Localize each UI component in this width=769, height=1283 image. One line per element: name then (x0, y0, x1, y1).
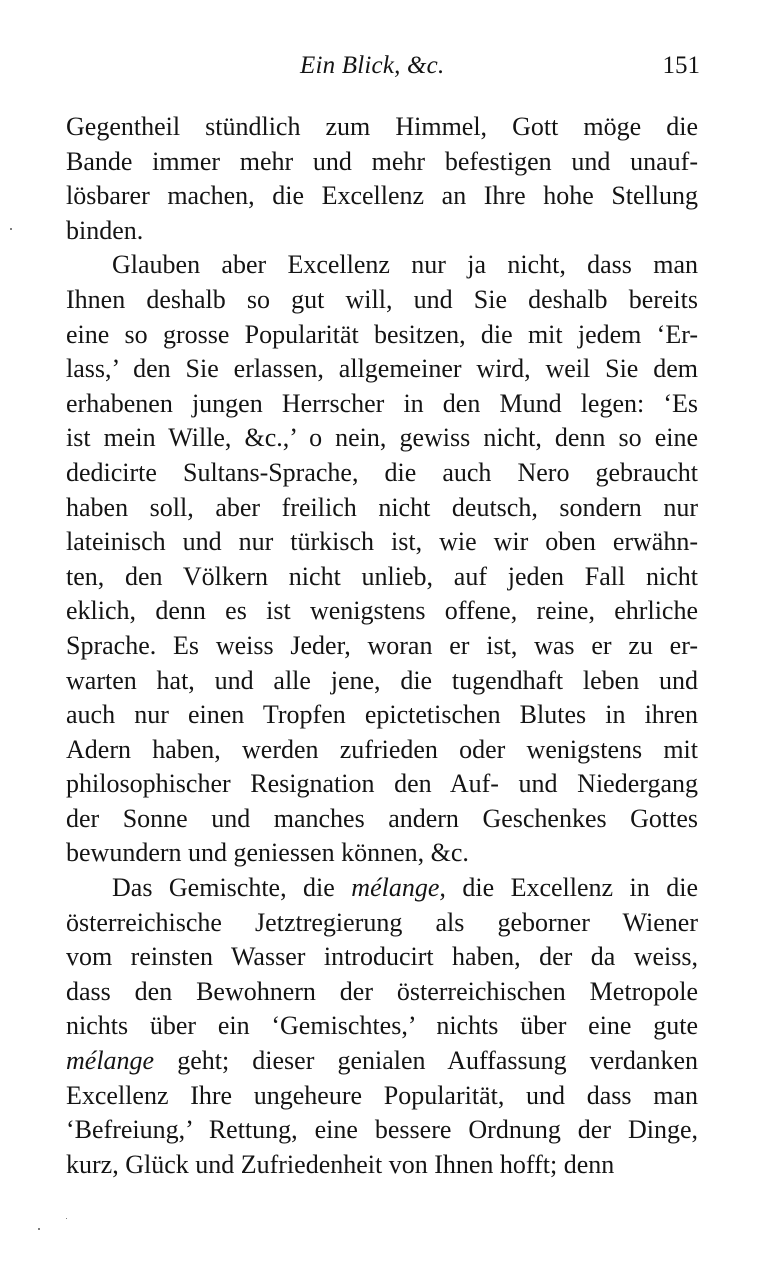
body-text (66, 110, 698, 1182)
text-run: kurz, Glück und Zufriedenheit von Ihnen hofft; denn (66, 1149, 615, 1179)
text-run: warten hat, und alle jene, die tugendhaft leben und (66, 665, 698, 695)
text-run: Glauben aber Excellenz nur ja nicht, dass man (112, 250, 698, 280)
text-run: Sprache. Es weiss Jeder, woran er ist, was er zu er- (66, 630, 698, 660)
text-run: eine so grosse Popularität besitzen, die mit jedem ‘Er- (66, 319, 698, 349)
text-run: dedicirte Sultans-Sprache, die auch Nero gebraucht (66, 457, 698, 487)
text-run: ist mein Wille, &c.,’ o nein, gewiss nicht, denn so eine (66, 423, 698, 453)
text-run: ‘Befreiung,’ Rettung, eine bessere Ordnung der Dinge, (66, 1115, 698, 1145)
italic-run: mélange, (351, 873, 446, 903)
paragraph (66, 871, 698, 1182)
text-line (66, 594, 698, 629)
text-line (66, 1113, 698, 1148)
scan-speck (66, 1218, 67, 1219)
text-line (66, 491, 698, 526)
text-run: auch nur einen Tropfen epictetischen Blutes in ihren (66, 700, 698, 730)
paragraph (66, 110, 698, 248)
text-run: Excellenz Ihre ungeheure Popularität, und dass man (66, 1080, 698, 1110)
paragraph (66, 248, 698, 871)
text-run: lass,’ den Sie erlassen, allgemeiner wird, weil Sie dem (66, 354, 698, 384)
text-line (66, 733, 698, 768)
text-line (66, 767, 698, 802)
text-line (66, 836, 698, 871)
text-run: Gegentheil stündlich zum Himmel, Gott möge die (66, 112, 698, 141)
text-run: geht; dieser genialen Auffassung verdanken (154, 1046, 698, 1076)
text-line (66, 975, 698, 1010)
text-line (66, 248, 698, 283)
text-run: eklich, denn es ist wenigstens offene, reine, ehrliche (66, 596, 698, 626)
text-run: Ihnen deshalb so gut will, und Sie deshalb bereits (66, 284, 698, 314)
text-line (66, 1148, 698, 1183)
text-line (66, 940, 698, 975)
italic-run: mélange (66, 1046, 155, 1076)
text-run: binden. (66, 215, 144, 245)
text-run: die Excellenz in die (445, 873, 698, 903)
text-run: Das Gemischte, die (112, 873, 352, 903)
text-line (66, 318, 698, 353)
text-line (66, 387, 698, 422)
text-run: vom reinsten Wasser introducirt haben, der da weiss, (66, 942, 698, 972)
text-line (66, 1044, 698, 1079)
text-line (66, 352, 698, 387)
text-run: philosophischer Resignation den Auf- und Niedergang (66, 769, 698, 799)
text-line (66, 110, 698, 145)
text-run: haben soll, aber freilich nicht deutsch, sondern nur (66, 492, 698, 522)
text-line (66, 283, 698, 318)
text-line (66, 871, 698, 906)
text-line (66, 802, 698, 837)
running-head (60, 52, 708, 88)
text-line (66, 525, 698, 560)
text-run: österreichische Jetztregierung als geborner Wiener (66, 907, 698, 937)
text-run: dass den Bewohnern der österreichischen Metropole (66, 976, 698, 1006)
text-run: bewundern und geniessen können, &c. (66, 838, 469, 868)
text-run: Bande immer mehr und mehr befestigen und unauf- (66, 146, 698, 176)
text-line (66, 179, 698, 214)
running-title: Ein Blick, &c. (300, 52, 445, 79)
text-line (66, 906, 698, 941)
text-line (66, 698, 698, 733)
text-line (66, 629, 698, 664)
scan-speck (38, 1228, 40, 1230)
text-line (66, 145, 698, 180)
text-run: lateinisch und nur türkisch ist, wie wir oben erwähn- (66, 527, 698, 557)
text-run: ten, den Völkern nicht unlieb, auf jeden Fall nicht (66, 561, 698, 591)
text-line (66, 664, 698, 699)
text-run: lösbarer machen, die Excellenz an Ihre hohe Stellung (66, 181, 698, 211)
text-line (66, 214, 698, 249)
text-line (66, 560, 698, 595)
text-line (66, 1009, 698, 1044)
page-number: 151 (662, 52, 700, 79)
text-line (66, 421, 698, 456)
text-run: nichts über ein ‘Gemischtes,’ nichts über eine gute (66, 1011, 698, 1041)
text-line (66, 456, 698, 491)
text-run: erhabenen jungen Herrscher in den Mund legen: ‘Es (66, 388, 698, 418)
text-run: der Sonne und manches andern Geschenkes Gottes (66, 803, 698, 833)
text-line (66, 1079, 698, 1114)
scan-speck (10, 228, 12, 230)
text-run: Adern haben, werden zufrieden oder wenigstens mit (66, 734, 698, 764)
